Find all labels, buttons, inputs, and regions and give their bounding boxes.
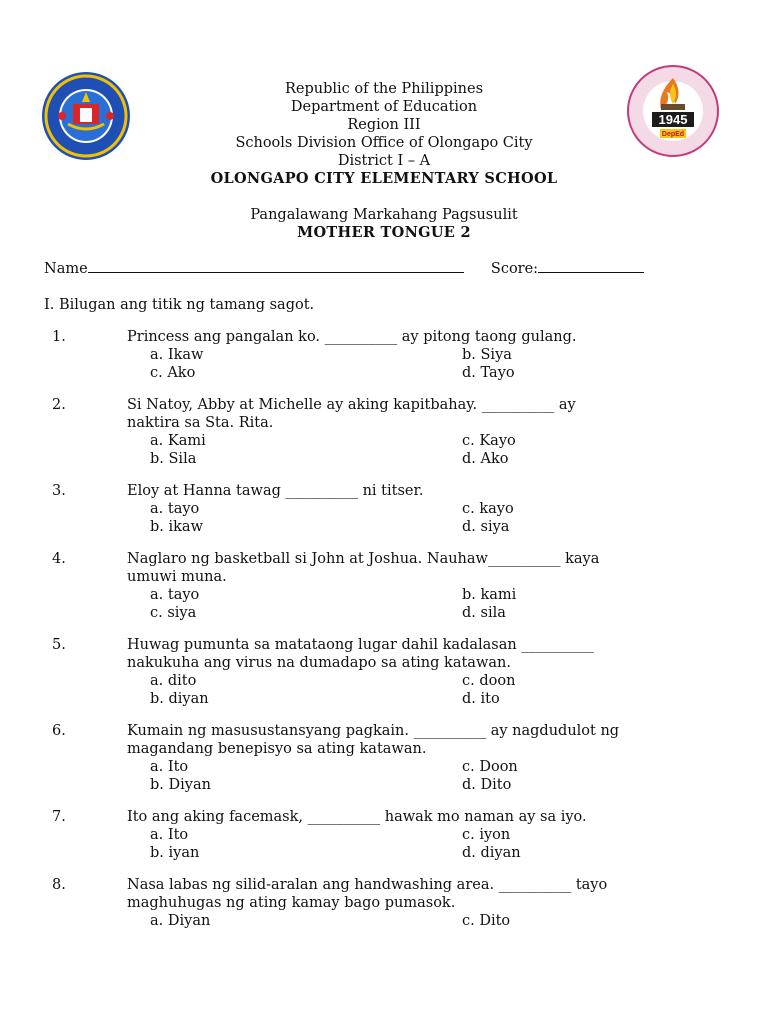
question-text-continued: umuwi muna. [127,569,227,585]
answer-option[interactable]: d. Tayo [462,365,515,381]
answer-option[interactable]: c. iyon [462,827,511,843]
question-text-continued: maghuhugas ng ating kamay bago pumasok. [127,895,456,911]
subject-title: MOTHER TONGUE 2 [297,224,471,241]
school-seal-badge: DepEd [661,131,685,138]
answer-option[interactable]: d. sila [462,605,506,621]
answer-option[interactable]: d. Dito [462,777,512,793]
question-number: 2. [52,397,66,413]
answer-option[interactable]: c. siya [150,605,197,621]
answer-option[interactable]: a. Ito [150,759,189,775]
header-line-district: District I – A [337,153,431,169]
answer-option[interactable]: c. Doon [462,759,518,775]
answer-option[interactable]: a. Kami [150,433,206,449]
name-field[interactable] [88,260,464,273]
answer-option[interactable]: d. diyan [462,845,521,861]
answer-option[interactable]: b. ikaw [150,519,203,535]
answer-option[interactable]: a. Diyan [150,913,211,929]
answer-option[interactable]: a. dito [150,673,197,689]
question-text-continued: magandang benepisyo sa ating katawan. [127,741,427,757]
header-line-region: Region III [347,117,421,133]
answer-option[interactable]: b. Diyan [150,777,211,793]
answer-option[interactable]: a. Ito [150,827,189,843]
answer-option[interactable]: d. ito [462,691,500,707]
question-text: Eloy at Hanna tawag __________ ni titser. [127,483,424,499]
header-line-deped: Department of Education [290,99,478,115]
question-number: 4. [52,551,66,567]
score-field[interactable] [538,260,644,273]
score-label: Score: [490,261,539,277]
question-number: 3. [52,483,66,499]
question-text-continued: nakukuha ang virus na dumadapo sa ating katawan. [127,655,511,671]
name-score-row [44,260,644,278]
question-text: Huwag pumunta sa matataong lugar dahil kadalasan __________ [127,637,594,653]
answer-option[interactable]: c. Ako [150,365,196,381]
answer-option[interactable]: b. diyan [150,691,209,707]
name-label: Name [44,261,88,277]
answer-option[interactable]: a. Ikaw [150,347,204,363]
school-seal-year: 1945 [658,112,688,127]
answer-option[interactable]: d. siya [462,519,510,535]
header-line-division: Schools Division Office of Olongapo City [235,135,533,151]
question-number: 1. [52,329,66,345]
answer-option[interactable]: b. iyan [150,845,200,861]
question-number: 8. [52,877,66,893]
school-name: OLONGAPO CITY ELEMENTARY SCHOOL [210,170,558,187]
question-text: Nasa labas ng silid-aralan ang handwashing area. __________ tayo [127,877,608,893]
answer-option[interactable]: b. Sila [150,451,197,467]
answer-option[interactable]: a. tayo [150,587,200,603]
question-text: Kumain ng masusustansyang pagkain. __________ ay nagdudulot ng [127,723,620,739]
answer-option[interactable]: c. kayo [462,501,514,517]
question-number: 6. [52,723,66,739]
question-text: Si Natoy, Abby at Michelle ay aking kapitbahay. __________ ay [127,397,576,413]
question-number: 5. [52,637,66,653]
answer-option[interactable]: c. Dito [462,913,511,929]
question-number: 7. [52,809,66,825]
question-text: Naglaro ng basketball si John at Joshua. Nauhaw__________ kaya [127,551,600,567]
answer-option[interactable]: b. Siya [462,347,512,363]
question-text: Princess ang pangalan ko. __________ ay pitong taong gulang. [127,329,577,345]
exam-title: Pangalawang Markahang Pagsusulit [250,207,518,223]
answer-option[interactable]: a. tayo [150,501,200,517]
header-line-republic: Republic of the Philippines [284,81,484,97]
answer-option[interactable]: c. doon [462,673,516,689]
question-text: Ito ang aking facemask, __________ hawak mo naman ay sa iyo. [127,809,587,825]
answer-option[interactable]: d. Ako [462,451,509,467]
question-text-continued: naktira sa Sta. Rita. [127,415,274,431]
answer-option[interactable]: c. Kayo [462,433,516,449]
instructions: I. Bilugan ang titik ng tamang sagot. [44,297,315,313]
answer-option[interactable]: b. kami [462,587,517,603]
